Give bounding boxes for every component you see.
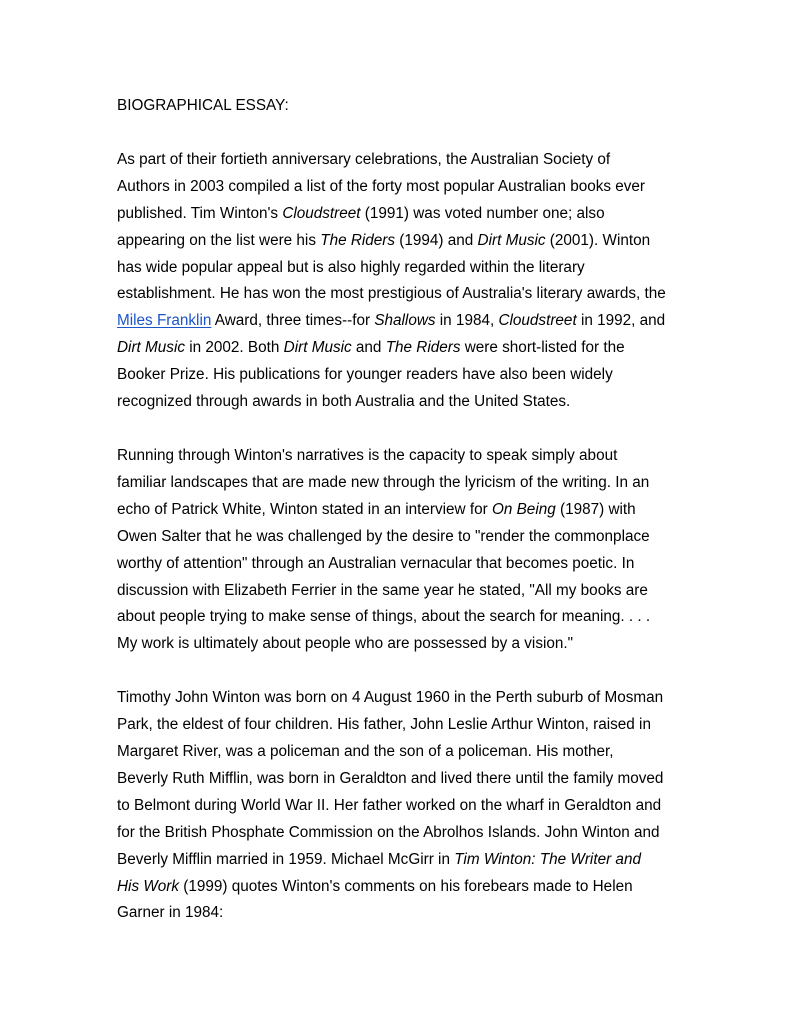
text-segment: (1991) was voted number one; also — [360, 204, 605, 222]
text-segment: (1999) quotes Winton's comments on his forebears made to Helen — [179, 877, 633, 895]
text-line — [117, 631, 687, 658]
text-segment: Timothy John Winton was born on 4 August 1960 in the Perth suburb of Mosman — [117, 689, 664, 707]
text-line — [117, 443, 687, 470]
italic-title: Shallows — [374, 312, 436, 330]
text-line — [117, 308, 687, 335]
text-segment: Margaret River, was a policeman and the son of a policeman. His mother, — [117, 743, 614, 761]
text-segment: for the British Phosphate Commission on the Abrolhos Islands. John Winton and — [117, 823, 660, 841]
text-line — [117, 712, 687, 739]
text-segment: Garner in 1984: — [117, 904, 224, 922]
text-segment: Award, three times--for — [211, 312, 375, 330]
text-segment: My work is ultimately about people who are possessed by a vision." — [117, 635, 574, 653]
text-line — [117, 847, 687, 874]
text-segment: Running through Winton's narratives is the capacity to speak simply about — [117, 446, 618, 464]
document-page — [117, 93, 687, 954]
text-segment: about people trying to make sense of things, about the search for meaning. . . . — [117, 608, 651, 626]
text-segment: has wide popular appeal but is also highly regarded within the literary — [117, 258, 585, 276]
text-segment: familiar landscapes that are made new through the lyricism of the writing. In an — [117, 473, 650, 491]
text-segment: establishment. He has won the most prestigious of Australia's literary awards, the — [117, 285, 666, 303]
italic-title: Dirt Music — [283, 339, 352, 357]
text-segment: in 2002. Both — [185, 339, 284, 357]
text-line — [117, 578, 687, 605]
text-line — [117, 201, 687, 228]
text-segment: Beverly Ruth Mifflin, was born in Geraldton and lived there until the family moved — [117, 769, 664, 787]
text-line — [117, 174, 687, 201]
text-line — [117, 470, 687, 497]
text-line — [117, 497, 687, 524]
text-line — [117, 820, 687, 847]
text-line — [117, 739, 687, 766]
italic-title: Dirt Music — [477, 231, 546, 249]
italic-title: The Riders — [320, 231, 396, 249]
italic-title: Dirt Music — [117, 339, 185, 357]
text-segment: (2001). Winton — [545, 231, 651, 249]
text-line — [117, 255, 687, 282]
text-segment: appearing on the list were his — [117, 231, 321, 249]
italic-title: His Work — [117, 877, 180, 895]
text-line — [117, 766, 687, 793]
text-segment: Beverly Mifflin married in 1959. Michael McGirr in — [117, 850, 455, 868]
text-line — [117, 389, 687, 416]
italic-title: On Being — [491, 500, 556, 518]
text-line — [117, 147, 687, 174]
text-line — [117, 685, 687, 712]
text-segment: and — [351, 339, 386, 357]
text-segment: to Belmont during World War II. Her father worked on the wharf in Geraldton and — [117, 796, 662, 814]
text-segment: worthy of attention" through an Australian vernacular that becomes poetic. In — [117, 554, 635, 572]
text-line — [117, 604, 687, 631]
text-line — [117, 362, 687, 389]
italic-title: Cloudstreet — [282, 204, 361, 222]
text-line — [117, 551, 687, 578]
text-line — [117, 874, 687, 901]
text-segment: Park, the eldest of four children. His father, John Leslie Arthur Winton, raised in — [117, 716, 651, 734]
text-line — [117, 281, 687, 308]
text-line — [117, 228, 687, 255]
text-segment: were short-listed for the — [460, 339, 625, 357]
essay-heading: BIOGRAPHICAL ESSAY: — [117, 97, 289, 114]
essay-body — [117, 147, 687, 927]
text-segment: Authors in 2003 compiled a list of the forty most popular Australian books ever — [117, 177, 646, 195]
italic-title: Cloudstreet — [498, 312, 577, 330]
text-segment: in 1984, — [435, 312, 499, 330]
italic-title: Tim Winton: The Writer and — [454, 850, 641, 868]
text-segment: published. Tim Winton's — [117, 204, 283, 222]
text-line — [117, 524, 687, 551]
paragraph — [117, 147, 687, 416]
text-segment: (1994) and — [395, 231, 478, 249]
italic-title: The Riders — [385, 339, 461, 357]
text-line — [117, 900, 687, 927]
text-line — [117, 793, 687, 820]
paragraph — [117, 685, 687, 927]
text-segment: (1987) with — [555, 500, 636, 518]
text-line — [117, 335, 687, 362]
text-segment: As part of their fortieth anniversary celebrations, the Australian Society of — [117, 150, 611, 168]
miles-franklin-link[interactable]: Miles Franklin — [117, 312, 212, 330]
text-segment: discussion with Elizabeth Ferrier in the same year he stated, "All my books are — [117, 581, 648, 599]
paragraph — [117, 443, 687, 658]
text-segment: Booker Prize. His publications for younger readers have also been widely — [117, 366, 613, 384]
text-segment: echo of Patrick White, Winton stated in an interview for — [117, 500, 492, 518]
text-segment: in 1992, and — [576, 312, 666, 330]
text-segment: recognized through awards in both Australia and the United States. — [117, 393, 571, 411]
text-segment: Owen Salter that he was challenged by the desire to "render the commonplace — [117, 527, 650, 545]
